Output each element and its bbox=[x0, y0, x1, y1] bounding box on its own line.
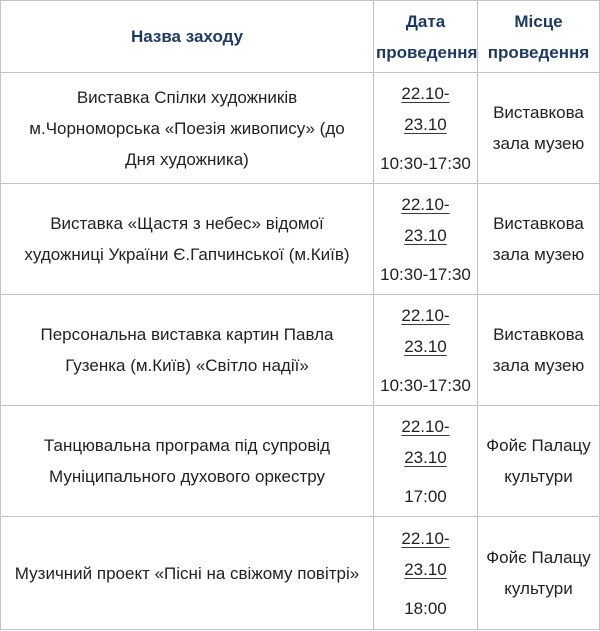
header-place bbox=[478, 1, 600, 73]
event-date-cell bbox=[374, 517, 478, 630]
event-time: 18:00 bbox=[404, 598, 447, 618]
table-row bbox=[1, 406, 600, 517]
event-name-cell bbox=[1, 295, 374, 406]
header-date bbox=[374, 1, 478, 73]
event-name-cell bbox=[1, 73, 374, 184]
event-name: Музичний проект «Пісні на свіжому повітрі» bbox=[14, 563, 360, 583]
event-date-link[interactable]: 22.10- 23.10 bbox=[401, 416, 450, 467]
event-place-cell bbox=[478, 295, 600, 406]
event-place-cell bbox=[478, 517, 600, 630]
table-row bbox=[1, 517, 600, 630]
event-place-cell bbox=[478, 184, 600, 295]
event-name-cell bbox=[1, 517, 374, 630]
event-time: 10:30-17:30 bbox=[380, 375, 471, 395]
event-place: Виставкова зала музею bbox=[492, 103, 585, 153]
event-name: Персональна виставка картин Павла Гузенка (м.Київ) «Світло надії» bbox=[40, 325, 334, 375]
event-date-link[interactable]: 22.10- 23.10 bbox=[401, 528, 450, 579]
header-event-name bbox=[1, 1, 374, 73]
header-event-name-label: Назва заходу bbox=[130, 26, 244, 46]
event-place: Виставкова зала музею bbox=[492, 325, 585, 375]
event-place-cell bbox=[478, 73, 600, 184]
event-date-link[interactable]: 22.10- 23.10 bbox=[401, 305, 450, 356]
event-place: Виставкова зала музею bbox=[492, 214, 585, 264]
event-date-cell bbox=[374, 295, 478, 406]
table-row bbox=[1, 184, 600, 295]
event-date-link[interactable]: 22.10- 23.10 bbox=[401, 83, 450, 134]
event-place: Фойє Палацу культури bbox=[486, 436, 591, 486]
event-name-cell bbox=[1, 406, 374, 517]
table-row bbox=[1, 295, 600, 406]
event-name: Виставка Спілки художників м.Чорноморська «Поезія живопису» (до Дня художника) bbox=[29, 87, 345, 169]
event-time: 17:00 bbox=[404, 486, 447, 506]
event-time: 10:30-17:30 bbox=[380, 153, 471, 173]
table-row bbox=[1, 73, 600, 184]
event-name-cell bbox=[1, 184, 374, 295]
event-date-cell bbox=[374, 184, 478, 295]
header-place-label: Місце проведення bbox=[487, 11, 590, 62]
event-date-cell bbox=[374, 73, 478, 184]
event-date-cell bbox=[374, 406, 478, 517]
header-date-label: Дата проведення bbox=[376, 11, 478, 62]
event-time: 10:30-17:30 bbox=[380, 264, 471, 284]
event-name: Виставка «Щастя з небес» відомої художниці України Є.Гапчинської (м.Київ) bbox=[24, 214, 350, 264]
event-place: Фойє Палацу культури bbox=[486, 548, 591, 598]
header-row bbox=[1, 1, 600, 73]
event-name: Танцювальна програма під супровід Муніципального духового оркестру bbox=[43, 436, 331, 486]
event-date-link[interactable]: 22.10- 23.10 bbox=[401, 194, 450, 245]
event-place-cell bbox=[478, 406, 600, 517]
